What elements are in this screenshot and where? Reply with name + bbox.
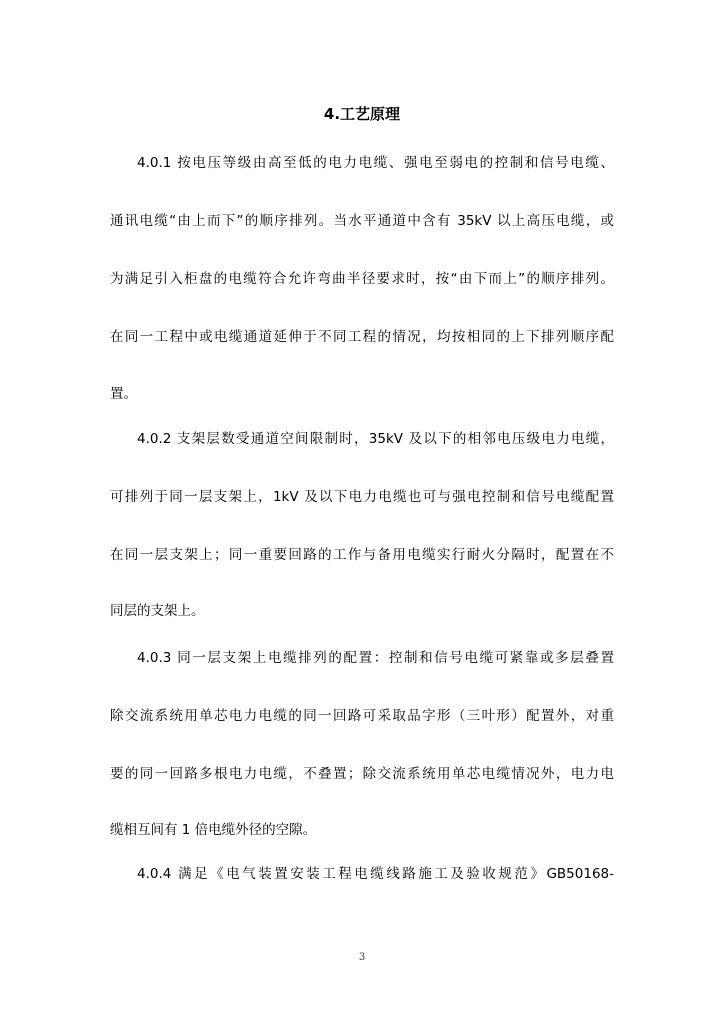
paragraph-line: 4.0.1 按电压等级由高至低的电力电缆、强电至弱电的控制和信号电缆、 [137,155,614,171]
paragraph-line: 为满足引入柜盘的电缆符合允许弯曲半径要求时，按“由下而上”的顺序排列。 [110,271,614,287]
paragraph-line: 缆相互间有 1 倍电缆外径的空隙。 [110,822,317,838]
paragraph-line: 要的同一回路多根电力电缆，不叠置；除交流系统用单芯电缆情况外，电力电 [110,766,614,782]
paragraph-line: 4.0.2 支架层数受通道空间限制时，35kV 及以下的相邻电压级电力电缆， [137,431,614,447]
paragraph-line: 在同一工程中或电缆通道延伸于不同工程的情况，均按相同的上下排列顺序配 [110,329,614,345]
paragraph-line: 同层的支架上。 [110,603,205,619]
page-number: 3 [358,952,366,963]
paragraph-line: 通讯电缆“由上而下”的顺序排列。当水平通道中含有 35kV 以上高压电缆，或 [110,213,614,229]
paragraph-line: 在同一层支架上；同一重要回路的工作与备用电缆实行耐火分隔时，配置在不 [110,547,614,563]
paragraph-line: 除交流系统用单芯电力电缆的同一回路可采取品字形（三叶形）配置外，对重 [110,708,614,724]
paragraph-line: 4.0.4 满足《电气装置安装工程电缆线路施工及验收规范》GB50168- [137,866,614,882]
section-heading: 4.工艺原理 [323,105,401,123]
paragraph-line: 4.0.3 同一层支架上电缆排列的配置：控制和信号电缆可紧靠或多层叠置 [137,650,614,666]
paragraph-line: 可排列于同一层支架上，1kV 及以下电力电缆也可与强电控制和信号电缆配置 [110,489,614,505]
paragraph-line: 置。 [110,386,137,402]
